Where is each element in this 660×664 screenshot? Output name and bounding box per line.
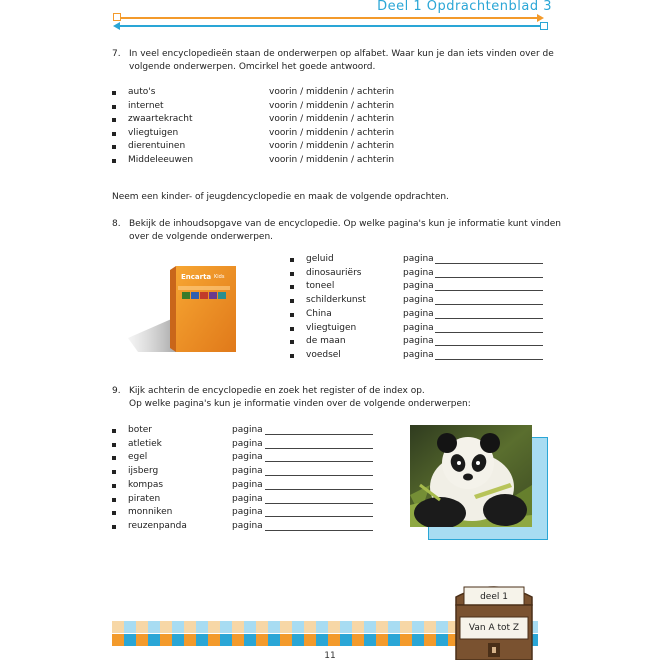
answer-options[interactable]: voorin / middenin / achterin bbox=[269, 141, 395, 152]
header-square-blue bbox=[540, 22, 548, 30]
header-line-orange bbox=[117, 17, 541, 19]
bullet-icon bbox=[290, 313, 294, 317]
bullet-icon bbox=[290, 258, 294, 262]
intro-text: Neem een kinder- of jeugdencyclopedie en maak de volgende opdrachten. bbox=[112, 192, 449, 202]
header-arrow-blue bbox=[113, 22, 120, 30]
answer-blank[interactable] bbox=[435, 359, 543, 360]
encarta-brand: Encarta bbox=[181, 273, 212, 281]
header-line-blue bbox=[117, 25, 543, 27]
bullet-icon bbox=[290, 354, 294, 358]
bullet-icon bbox=[290, 340, 294, 344]
bullet-icon bbox=[112, 456, 116, 460]
bullet-icon bbox=[112, 484, 116, 488]
answer-blank[interactable] bbox=[265, 434, 373, 435]
answer-blank[interactable] bbox=[435, 277, 543, 278]
question-7 bbox=[112, 48, 554, 78]
bullet-icon bbox=[112, 91, 116, 95]
answer-blank[interactable] bbox=[265, 461, 373, 462]
bullet-icon bbox=[112, 498, 116, 502]
question-text: Bekijk de inhoudsopgave van de encyclopedie. Op welke pagina's kun je informatie kunt vinden bbox=[129, 219, 561, 229]
bullet-icon bbox=[112, 525, 116, 529]
bullet-icon bbox=[112, 443, 116, 447]
question-number: 9. bbox=[112, 386, 121, 396]
question-number: 7. bbox=[112, 49, 121, 59]
question-text: Op welke pagina's kun je informatie vinden over de volgende onderwerpen: bbox=[129, 399, 471, 409]
question-text: Kijk achterin de encyclopedie en zoek het register of de index op. bbox=[129, 386, 425, 396]
answer-blank[interactable] bbox=[265, 503, 373, 504]
bullet-icon bbox=[290, 272, 294, 276]
answer-blank[interactable] bbox=[435, 345, 543, 346]
encarta-box-image bbox=[126, 262, 246, 354]
question-text: In veel encyclopedieën staan de onderwerpen op alfabet. Waar kun je dan iets vinden over de bbox=[129, 49, 554, 59]
bullet-icon bbox=[112, 105, 116, 109]
bullet-icon bbox=[112, 159, 116, 163]
answer-blank[interactable] bbox=[265, 489, 373, 490]
bullet-icon bbox=[112, 132, 116, 136]
bullet-icon bbox=[112, 429, 116, 433]
chest-top-label: deel 1 bbox=[480, 592, 508, 602]
question-text: over de volgende onderwerpen. bbox=[129, 232, 274, 242]
answer-options[interactable]: voorin / middenin / achterin bbox=[269, 155, 395, 165]
answer-blank[interactable] bbox=[265, 516, 373, 517]
bullet-icon bbox=[112, 470, 116, 474]
question-number: 8. bbox=[112, 219, 121, 229]
answer-blank[interactable] bbox=[435, 290, 543, 291]
answer-blank[interactable] bbox=[435, 332, 543, 333]
question-text: volgende onderwerpen. Omcirkel het goede antwoord. bbox=[129, 62, 376, 72]
chest-bottom-label: Van A tot Z bbox=[468, 623, 520, 633]
answer-blank[interactable] bbox=[435, 304, 543, 305]
panda-photo bbox=[410, 425, 532, 527]
header-arrow-orange bbox=[537, 14, 544, 22]
answer-blank[interactable] bbox=[265, 448, 373, 449]
answer-options[interactable]: voorin / middenin / achterin bbox=[269, 100, 395, 111]
bullet-icon bbox=[290, 327, 294, 331]
answer-blank[interactable] bbox=[265, 530, 373, 531]
encarta-suffix: Kids bbox=[214, 274, 225, 280]
header-square-orange bbox=[113, 13, 121, 21]
bullet-icon bbox=[112, 118, 116, 122]
question-9 bbox=[112, 385, 552, 415]
answer-options[interactable]: voorin / middenin / achterin bbox=[269, 114, 395, 125]
bullet-icon bbox=[290, 299, 294, 303]
q8-list: geluid pagina dinosauriërs pagina toneel pagina schilderkunst pagina China pagina vliegtuigen pagina de maan pagina voedsel pagina bbox=[290, 253, 546, 363]
question-8 bbox=[112, 218, 561, 248]
page-number: 11 bbox=[324, 651, 336, 661]
q9-list: boter pagina atletiek pagina egel pagina ijsberg pagina kompas pagina piraten pagina monniken pagina reuzenpanda pagina bbox=[112, 424, 378, 534]
answer-options[interactable]: voorin / middenin / achterin bbox=[269, 127, 395, 138]
bullet-icon bbox=[112, 145, 116, 149]
answer-blank[interactable] bbox=[265, 475, 373, 476]
treasure-chest-icon bbox=[452, 579, 536, 660]
bullet-icon bbox=[290, 285, 294, 289]
answer-blank[interactable] bbox=[435, 318, 543, 319]
answer-options[interactable]: voorin / middenin / achterin bbox=[269, 87, 395, 97]
header-title: Deel 1 Opdrachtenblad 3 bbox=[377, 0, 552, 14]
bullet-icon bbox=[112, 511, 116, 515]
q7-list: auto's voorin / middenin / achterin internet voorin / middenin / achterin zwaartekracht voorin / middenin / achterin vliegtuigen voorin / middenin / achterin dierentuinen voorin / middenin / achterin Middeleeuwen voorin / middenin / achterin bbox=[112, 86, 432, 170]
answer-blank[interactable] bbox=[435, 263, 543, 264]
